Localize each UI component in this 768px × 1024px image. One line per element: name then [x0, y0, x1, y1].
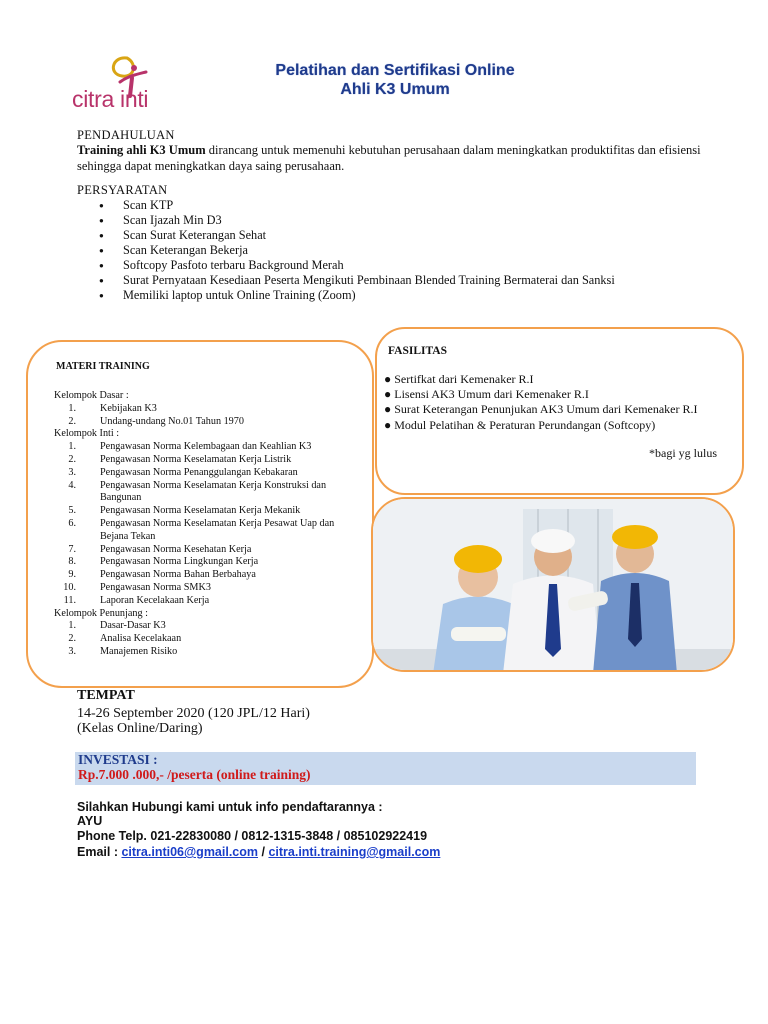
list-item: 2. Analisa Kecelakaan — [68, 633, 182, 645]
list-item: ● Scan Keterangan Bekerja — [77, 243, 615, 258]
investasi-price: Rp.7.000 .000,- /peserta (online training) — [78, 767, 311, 782]
fasilitas-heading: FASILITAS — [388, 345, 448, 357]
fasilitas-note: *bagi yg lulus — [649, 446, 717, 460]
tempat-date: 14-26 September 2020 (120 JPL/12 Hari) — [77, 706, 310, 721]
group-label: Kelompok Inti : — [54, 428, 120, 440]
list-item: 1. Dasar-Dasar K3 — [68, 620, 166, 632]
tempat-heading: TEMPAT — [77, 688, 135, 703]
investasi-heading: INVESTASI : — [78, 752, 158, 767]
email-link-2[interactable]: citra.inti.training@gmail.com — [268, 845, 441, 859]
list-item: ● Sertifkat dari Kemenaker R.I — [384, 372, 534, 386]
page-title: Pelatihan dan Sertifikasi Online — [275, 62, 515, 79]
list-item: ● Softcopy Pasfoto terbaru Background Merah — [77, 258, 615, 273]
list-item: ● Scan Surat Keterangan Sehat — [77, 228, 615, 243]
contact-intro: Silahkan Hubungi kami untuk info pendaftarannya : — [77, 800, 383, 814]
list-item: ● Memiliki laptop untuk Online Training (Zoom) — [77, 288, 615, 303]
list-item: ● Surat Pernyataan Kesediaan Peserta Mengikuti Pembinaan Blended Training Bermaterai dan Sanksi — [77, 273, 615, 288]
list-item: 2. Pengawasan Norma Keselamatan Kerja Listrik — [68, 453, 292, 465]
list-item: 1. Kebijakan K3 — [68, 402, 157, 414]
pendahuluan-text — [77, 142, 707, 174]
tempat-mode: (Kelas Online/Daring) — [77, 721, 203, 736]
contact-email: Email : citra.inti06@gmail.com / citra.inti.training@gmail.com — [77, 845, 441, 859]
list-item: 5. Pengawasan Norma Keselamatan Kerja Mekanik — [68, 505, 301, 517]
logo-wordmark: citra inti — [72, 86, 149, 112]
list-item: 3. Pengawasan Norma Penanggulangan Kebakaran — [68, 466, 298, 478]
list-item: ● Lisensi AK3 Umum dari Kemenaker R.I — [384, 387, 589, 402]
persyaratan-list — [77, 198, 615, 303]
list-item: 10. Pengawasan Norma SMK3 — [63, 581, 211, 593]
group-label: Kelompok Penunjang : — [54, 607, 148, 619]
list-item: 3. Manajemen Risiko — [68, 645, 178, 657]
list-item: 4. Pengawasan Norma Keselamatan Kerja Konstruksi dan Bangunan — [68, 479, 327, 504]
list-item: 11. Laporan Kecelakaan Kerja — [63, 594, 210, 606]
list-item: 7. Pengawasan Norma Kesehatan Kerja — [68, 543, 252, 555]
materi-list — [54, 390, 364, 659]
construction-workers-image-icon — [373, 499, 735, 672]
contact-phone: Phone Telp. 021-22830080 / 0812-1315-3848 / 085102922419 — [77, 829, 428, 843]
fasilitas-list — [384, 372, 729, 433]
contact-name: AYU — [77, 814, 103, 828]
group-label: Kelompok Dasar : — [54, 390, 129, 401]
list-item: ● Surat Keterangan Penunjukan AK3 Umum dari Kemenaker R.I — [384, 402, 698, 417]
list-item: 8. Pengawasan Norma Lingkungan Kerja — [68, 556, 259, 568]
materi-heading: MATERI TRAINING — [56, 361, 150, 372]
list-item: ● Scan KTP — [77, 198, 615, 213]
list-item: 9. Pengawasan Norma Bahan Berbahaya — [68, 569, 256, 581]
list-item: ● Scan Ijazah Min D3 — [77, 213, 615, 228]
list-item: 1. Pengawasan Norma Kelembagaan dan Keahlian K3 — [68, 441, 312, 453]
pendahuluan-heading: PENDAHULUAN — [77, 128, 175, 142]
workers-photo — [371, 497, 735, 672]
persyaratan-heading: PERSYARATAN — [77, 183, 168, 197]
list-item: 2. Undang-undang No.01 Tahun 1970 — [68, 415, 244, 427]
pendahuluan-lead: Training ahli K3 Umum — [77, 143, 206, 157]
email-link-1[interactable]: citra.inti06@gmail.com — [121, 845, 259, 859]
pendahuluan-body: dirancang untuk memenuhi kebutuhan perusahaan dalam meningkatkan produktifitas dan efisiensi sehingga dapat meningkatkan daya saing perusahaan. — [77, 143, 701, 173]
list-item: ● Modul Pelatihan & Peraturan Perundangan (Softcopy) — [384, 417, 656, 432]
list-item: 6. Pengawasan Norma Keselamatan Kerja Pesawat Uap dan Bejana Tekan — [68, 517, 335, 542]
page-subtitle: Ahli K3 Umum — [340, 81, 450, 98]
